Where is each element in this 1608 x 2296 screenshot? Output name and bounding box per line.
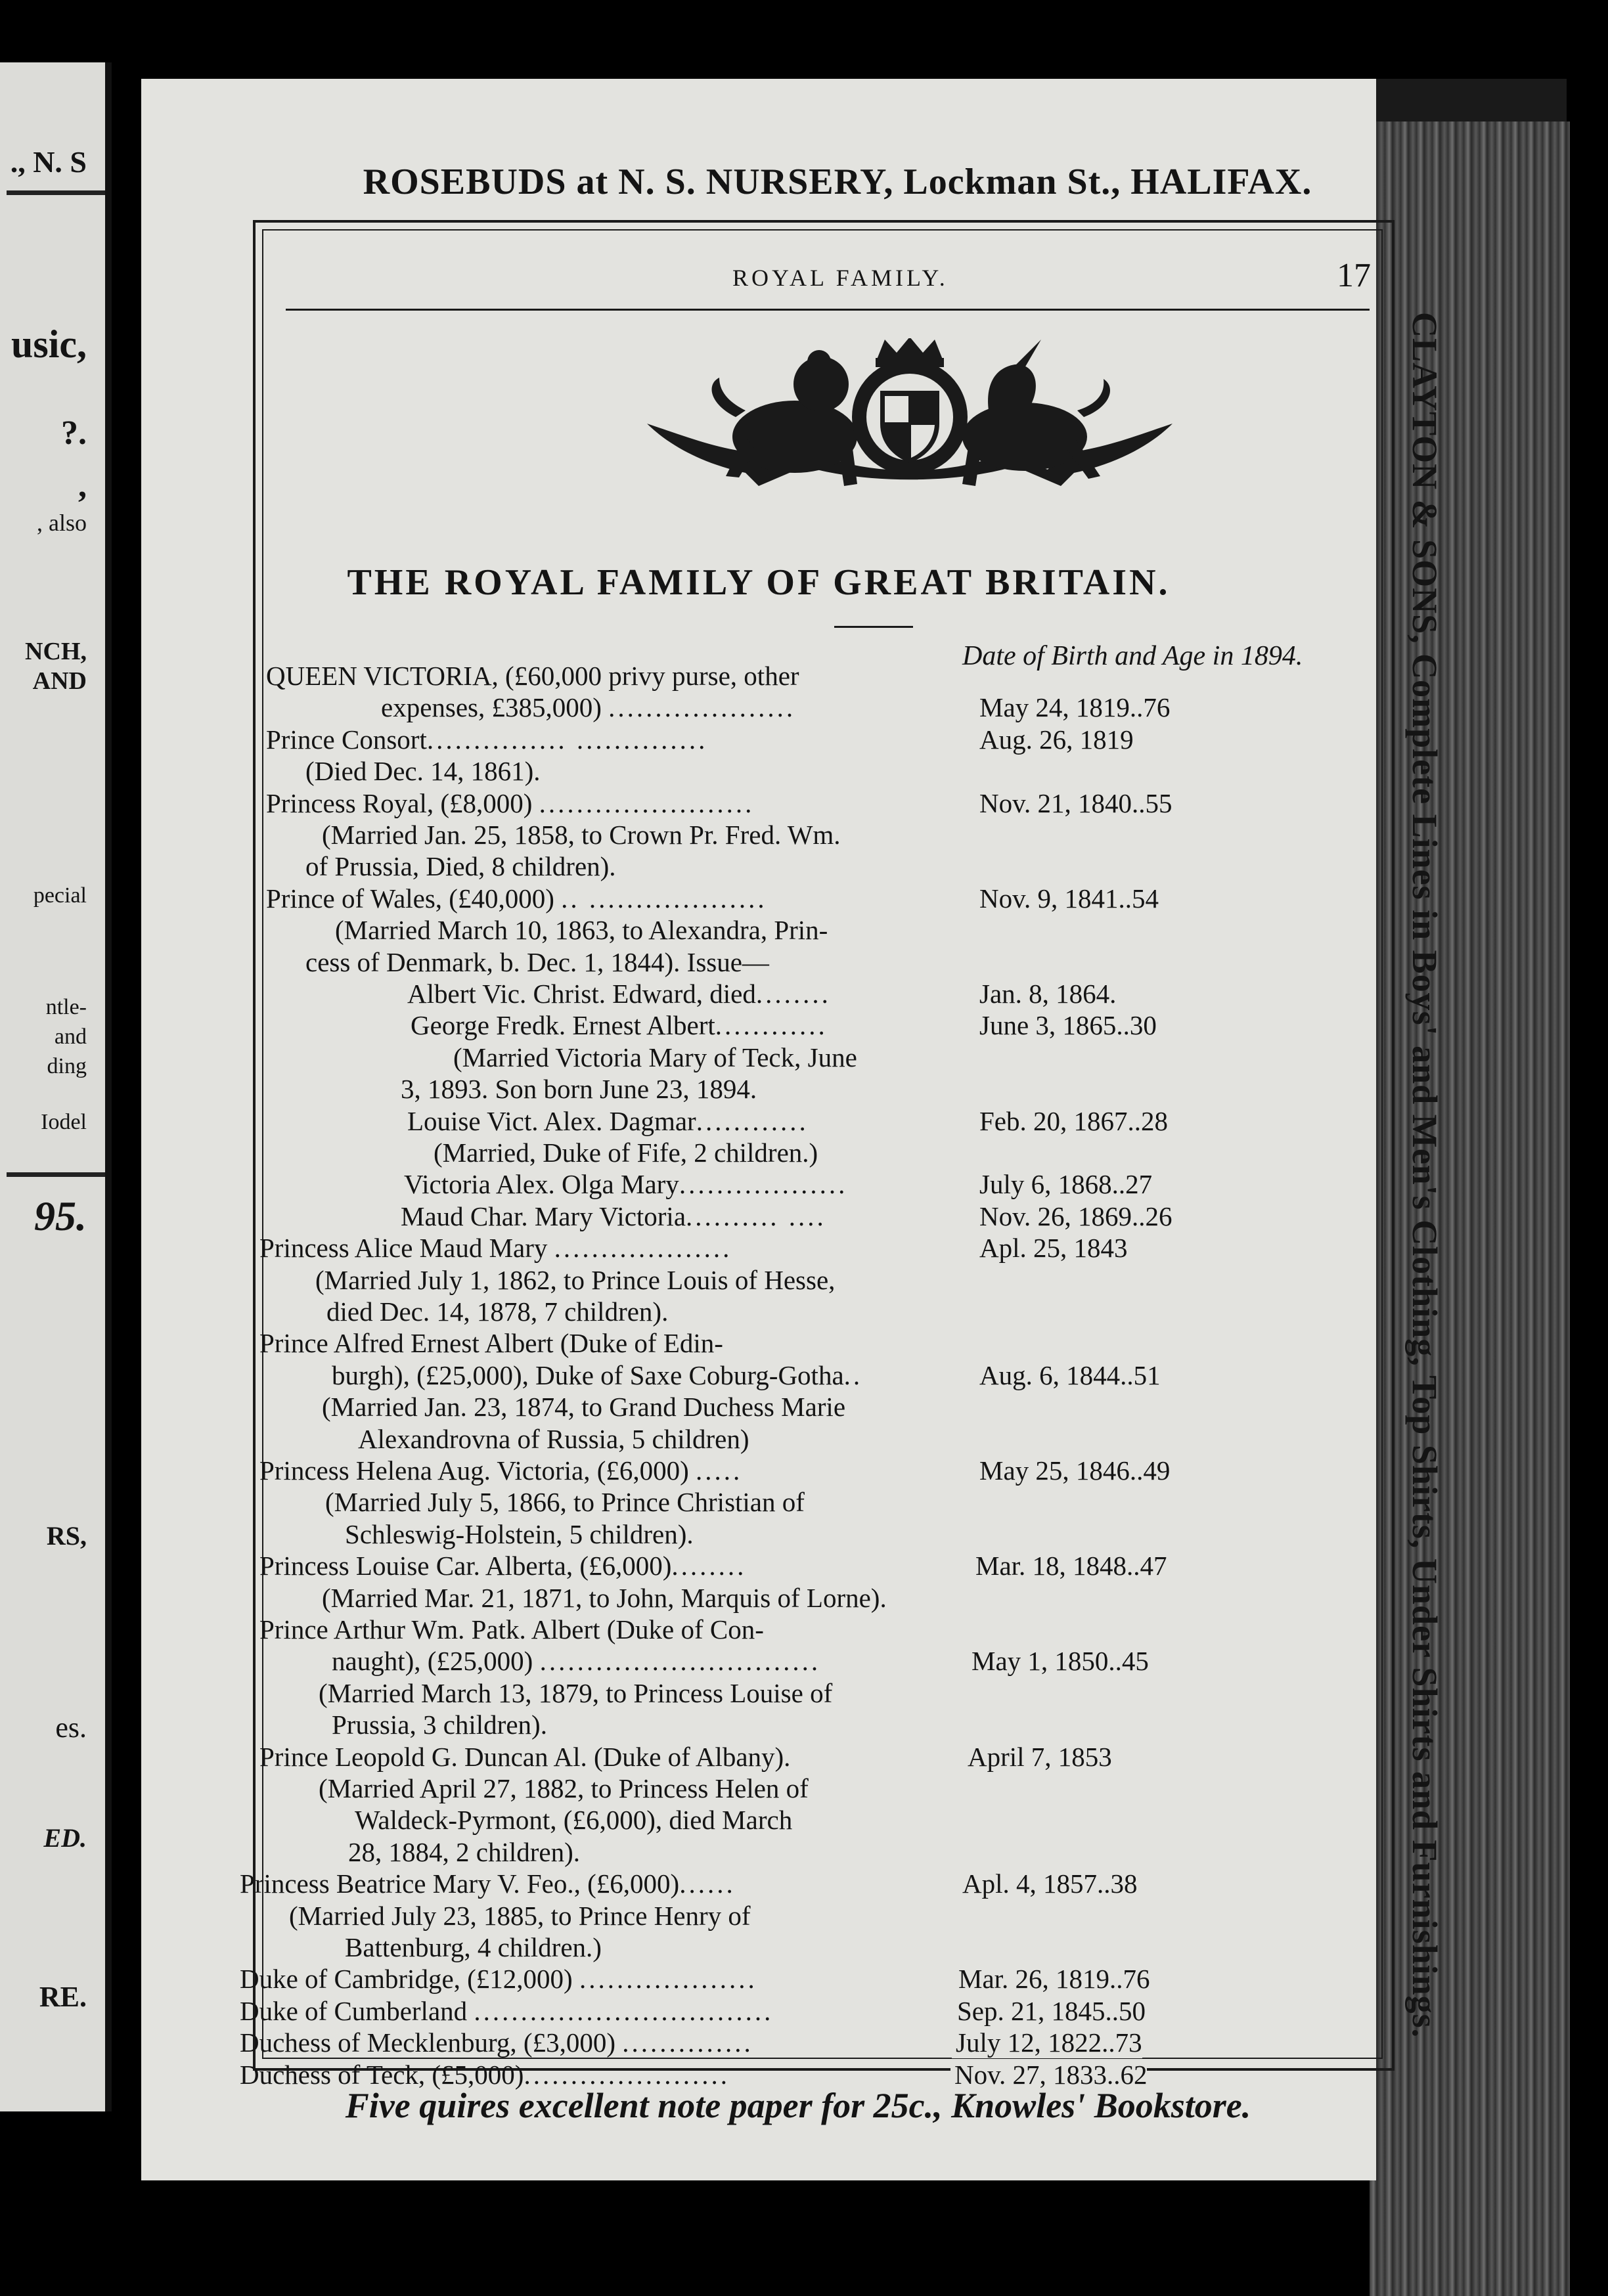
entry-line	[407, 978, 831, 1009]
left-rule	[7, 190, 105, 195]
left-fragment: ding	[47, 1054, 87, 1078]
leader-dots: ..............	[622, 2027, 753, 2058]
birth-date-age: Nov. 27, 1833..62	[950, 2059, 1147, 2090]
entry-line	[407, 1105, 809, 1137]
entry-line	[325, 1486, 805, 1518]
birth-date-age: Feb. 20, 1867..28	[975, 1105, 1168, 1137]
leader-dots: ..	[843, 1359, 863, 1390]
entry-line	[259, 1327, 723, 1359]
left-fragment: ED.	[43, 1823, 87, 1853]
entry-line	[322, 1582, 887, 1614]
entry-line	[289, 1900, 751, 1932]
entry-line	[319, 1773, 809, 1804]
header-rule	[286, 309, 1370, 311]
entry-text: Prince of Wales, (£40,000)	[266, 883, 562, 914]
entry-line	[332, 1709, 547, 1740]
entry-text: Schleswig-Holstein, 5 children).	[345, 1518, 694, 1549]
left-fragment: Iodel	[41, 1110, 87, 1134]
left-fragment: ntle-	[45, 995, 87, 1019]
left-fragment: ?.	[61, 414, 87, 452]
entry-text: Prince Leopold G. Duncan Al. (Duke of Albany).	[259, 1741, 791, 1772]
entry-text: expenses, £385,000)	[381, 692, 609, 723]
left-fragment: and	[54, 1025, 87, 1049]
entry-text: (Married July 1, 1862, to Prince Louis of Hesse,	[315, 1264, 836, 1295]
footer-advertisement: Five quires excellent note paper for 25c., Knowles' Bookstore.	[345, 2086, 1251, 2125]
entry-text: (Married April 27, 1882, to Princess Helen of	[319, 1773, 809, 1803]
entry-text: (Married July 23, 1885, to Prince Henry of	[289, 1900, 751, 1931]
entry-line	[266, 787, 754, 819]
entry-line	[240, 1995, 773, 2027]
entry-text: burgh), (£25,000), Duke of Saxe Coburg-Gotha	[332, 1359, 844, 1390]
entry-line	[348, 1836, 580, 1868]
entry-line	[315, 1264, 835, 1296]
entry-text: Battenburg, 4 children.)	[345, 1932, 602, 1962]
entry-line	[259, 1232, 732, 1264]
entry-line	[404, 1168, 847, 1200]
entry-line	[401, 1073, 757, 1105]
entry-line	[259, 1741, 790, 1773]
left-rule	[7, 1172, 105, 1177]
birth-date-age: May 24, 1819..76	[975, 692, 1170, 723]
entry-text: Duchess of Mecklenburg, (£3,000)	[240, 2027, 623, 2058]
left-fragment: RE.	[39, 1981, 87, 2013]
leader-dots: .....	[696, 1455, 743, 1486]
entry-text: Prince Consort	[266, 724, 427, 755]
entry-line	[240, 2027, 753, 2058]
leader-dots: ............... ..............	[426, 724, 708, 755]
entry-text: Princess Louise Car. Alberta, (£6,000)	[259, 1551, 672, 1581]
entry-line	[453, 1042, 857, 1073]
entry-text: Prince Arthur Wm. Patk. Albert (Duke of Con-	[259, 1614, 764, 1645]
left-fragment: ,	[78, 467, 87, 504]
birth-date-age: Mar. 18, 1848..47	[972, 1550, 1167, 1581]
entry-text: Alexandrovna of Russia, 5 children)	[358, 1423, 749, 1454]
page-number: 17	[1337, 257, 1371, 294]
entry-text: (Married July 5, 1866, to Prince Christian of	[325, 1487, 805, 1518]
entry-line	[305, 755, 541, 787]
leader-dots: .......... ....	[686, 1201, 826, 1231]
left-fragment: 95.	[34, 1193, 87, 1239]
entry-text: Princess Alice Maud Mary	[259, 1233, 554, 1264]
entry-text: 28, 1884, 2 children).	[348, 1836, 580, 1867]
entry-text: Maud Char. Mary Victoria	[401, 1201, 686, 1231]
entry-line	[266, 660, 799, 692]
leader-dots: ......................	[524, 2059, 730, 2090]
entry-text: naught), (£25,000)	[332, 1646, 540, 1677]
header-advertisement: ROSEBUDS at N. S. NURSERY, Lockman St., HALIFAX.	[363, 162, 1312, 202]
leader-dots: ......	[679, 1868, 736, 1899]
entry-line	[266, 724, 707, 755]
left-facing-page	[0, 62, 112, 2111]
page-edge-shadow	[1370, 79, 1567, 125]
birth-date-age: June 3, 1865..30	[975, 1009, 1157, 1041]
side-advertisement: CLAYTON & SONS, Complete Lines in Boys' and Men's Clothing, Top Shirts, Under Shirts and Furnishings.	[1405, 312, 1444, 2039]
entry-text: Princess Helena Aug. Victoria, (£6,000)	[259, 1455, 696, 1486]
entry-line	[259, 1614, 764, 1645]
entry-line	[381, 692, 795, 723]
entry-line	[335, 914, 828, 946]
birth-date-age: Aug. 26, 1819	[975, 724, 1134, 755]
entry-text: of Prussia, Died, 8 children).	[305, 851, 616, 882]
entry-text: 3, 1893. Son born June 23, 1894.	[401, 1074, 757, 1105]
birth-date-age: Sep. 21, 1845..50	[953, 1995, 1146, 2027]
entry-text: (Married March 13, 1879, to Princess Louise of	[319, 1677, 833, 1708]
entry-line	[322, 1391, 845, 1423]
entry-line	[332, 1359, 862, 1391]
left-fragment: RS,	[46, 1521, 87, 1551]
birth-date-age: Aug. 6, 1844..51	[975, 1359, 1161, 1391]
birth-date-age: July 12, 1822..73	[952, 2027, 1142, 2058]
entry-line	[305, 850, 616, 882]
entry-line	[259, 1455, 742, 1486]
entry-text: Prince Alfred Ernest Albert (Duke of Edin-	[259, 1328, 723, 1359]
left-fragment: AND	[32, 667, 87, 695]
entry-text: Waldeck-Pyrmont, (£6,000), died March	[355, 1805, 793, 1836]
entry-line	[305, 946, 769, 978]
entry-text: (Married Jan. 23, 1874, to Grand Duchess Marie	[322, 1392, 846, 1423]
entry-text: Princess Beatrice Mary V. Feo., (£6,000)	[240, 1868, 680, 1899]
leader-dots: ....................	[608, 692, 796, 723]
entry-text: (Married Jan. 25, 1858, to Crown Pr. Fred. Wm.	[322, 820, 841, 850]
birth-date-age: April 7, 1853	[964, 1741, 1112, 1773]
leader-dots: ................................	[474, 1995, 774, 2026]
entry-line	[326, 1296, 668, 1327]
birth-date-age: Apl. 25, 1843	[975, 1232, 1128, 1264]
leader-dots: .......................	[539, 787, 755, 818]
entry-text: Prussia, 3 children).	[332, 1710, 547, 1740]
entry-line	[411, 1009, 828, 1041]
birth-date-age: Nov. 21, 1840..55	[975, 787, 1172, 819]
entry-text: Duke of Cambridge, (£12,000)	[240, 1964, 579, 1995]
entry-text: (Married Victoria Mary of Teck, June	[453, 1042, 857, 1072]
birth-date-age: May 1, 1850..45	[968, 1645, 1149, 1677]
directory-page	[141, 79, 1444, 2180]
birth-date-age: July 6, 1868..27	[975, 1168, 1152, 1200]
birth-date-age: May 25, 1846..49	[975, 1455, 1170, 1486]
entry-line	[434, 1137, 818, 1168]
leader-dots: ........	[671, 1551, 747, 1581]
entry-line	[240, 1963, 757, 1995]
column-heading: Date of Birth and Age in 1894.	[962, 641, 1303, 671]
entry-text: (Married, Duke of Fife, 2 children.)	[434, 1137, 818, 1168]
left-fragment: ., N. S	[10, 145, 87, 179]
entry-text: (Married March 10, 1863, to Alexandra, Prin-	[335, 915, 828, 946]
left-fragment: usic,	[11, 322, 87, 366]
entry-line	[358, 1423, 749, 1455]
title-rule	[834, 626, 913, 628]
leader-dots: ..............................	[539, 1646, 821, 1677]
leader-dots: ............	[715, 1010, 828, 1041]
leader-dots: ........	[755, 979, 831, 1009]
entry-text: Duchess of Teck, (£5,000)	[240, 2059, 524, 2090]
entry-text: died Dec. 14, 1878, 7 children).	[326, 1296, 669, 1327]
entry-line	[345, 1518, 694, 1550]
entry-text: Princess Royal, (£8,000)	[266, 787, 539, 818]
entry-line	[322, 819, 841, 850]
left-fragment: , also	[37, 510, 87, 536]
entry-text: (Married Mar. 21, 1871, to John, Marquis of Lorne).	[322, 1582, 887, 1613]
book-fore-edge	[1370, 121, 1570, 2296]
left-fragment: pecial	[33, 883, 87, 908]
birth-date-age: Mar. 26, 1819..76	[954, 1963, 1150, 1995]
entry-line	[355, 1804, 792, 1836]
birth-date-age: Nov. 9, 1841..54	[975, 883, 1159, 914]
leader-dots: ...................	[554, 1233, 732, 1264]
entry-line	[240, 1868, 736, 1899]
royal-coat-of-arms-image	[647, 338, 1172, 562]
left-fragment: es.	[55, 1711, 87, 1744]
entry-text: Louise Vict. Alex. Dagmar	[407, 1105, 696, 1136]
entry-line	[319, 1677, 832, 1709]
entry-line	[266, 883, 767, 914]
entry-text: Duke of Cumberland	[240, 1995, 474, 2026]
entry-text: Victoria Alex. Olga Mary	[404, 1169, 679, 1200]
leader-dots: .. ...................	[561, 883, 767, 914]
entry-text: George Fredk. Ernest Albert	[411, 1010, 715, 1041]
entry-line	[345, 1932, 602, 1963]
leader-dots: ..................	[679, 1169, 848, 1200]
birth-date-age: Apl. 4, 1857..38	[958, 1868, 1138, 1899]
entry-text: (Died Dec. 14, 1861).	[305, 756, 541, 787]
leader-dots: ...................	[579, 1964, 757, 1995]
entry-text: cess of Denmark, b. Dec. 1, 1844). Issue—	[305, 946, 769, 977]
entry-text: QUEEN VICTORIA, (£60,000 privy purse, other	[266, 661, 799, 691]
birth-date-age: Jan. 8, 1864.	[975, 978, 1116, 1009]
leader-dots: ............	[696, 1105, 809, 1136]
birth-date-age: Nov. 26, 1869..26	[975, 1201, 1172, 1232]
page-title: THE ROYAL FAMILY OF GREAT BRITAIN.	[347, 562, 1171, 603]
entry-line	[401, 1201, 826, 1232]
entry-line	[332, 1645, 820, 1677]
entry-text: Albert Vic. Christ. Edward, died	[407, 979, 756, 1009]
entry-line	[259, 1550, 746, 1581]
running-head: ROYAL FAMILY.	[732, 265, 949, 291]
left-fragment: NCH,	[25, 638, 87, 665]
